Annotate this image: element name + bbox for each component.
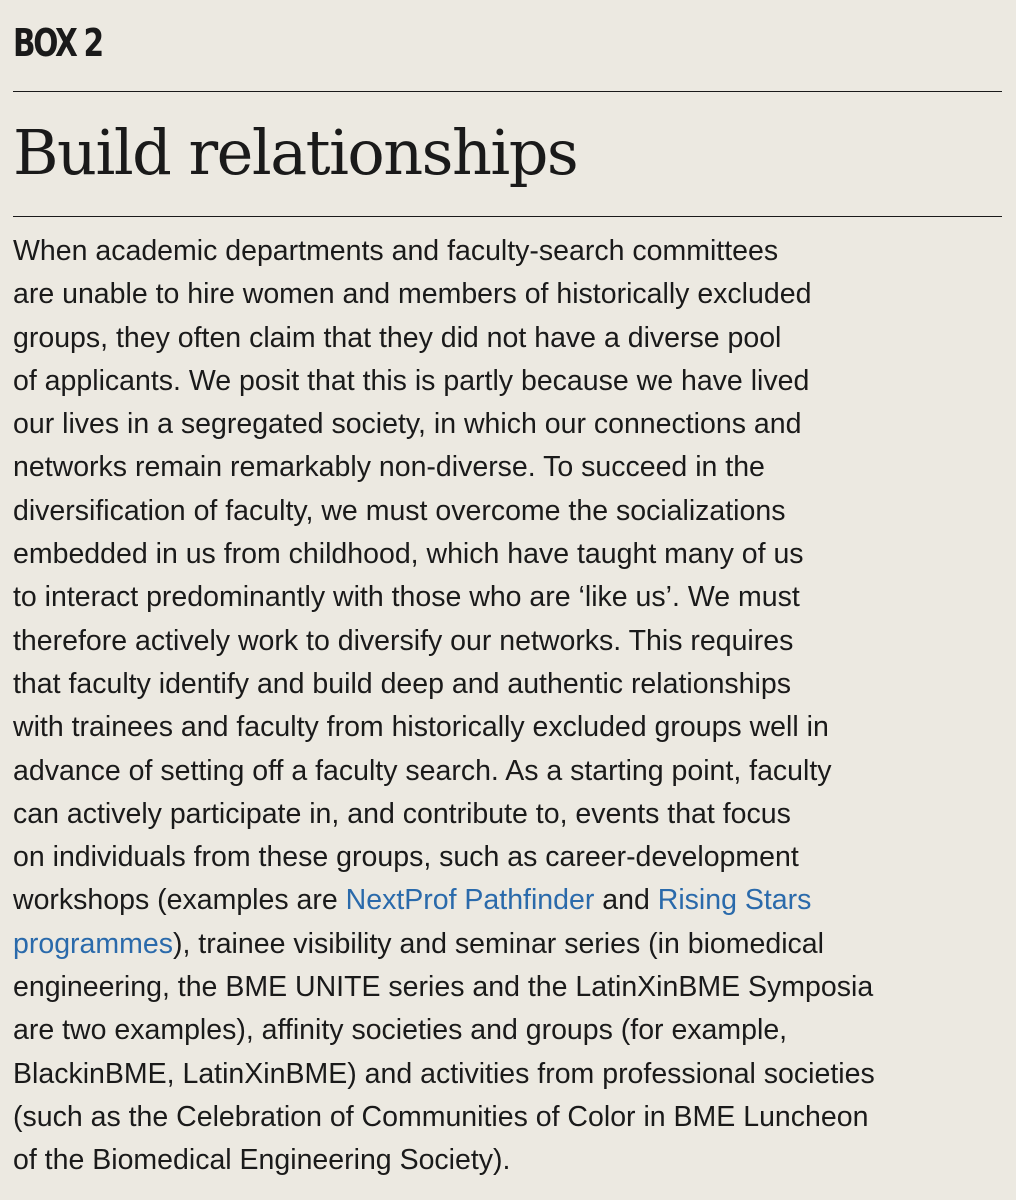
body-line: therefore actively work to diversify our networks. This requires (13, 624, 794, 657)
body-line: of the Biomedical Engineering Society). (13, 1144, 511, 1177)
body-line: BlackinBME, LatinXinBME) and activities from professional societies (13, 1057, 875, 1090)
box-label: BOX 2 (13, 21, 102, 65)
body-line: that faculty identify and build deep and authentic relationships (13, 667, 791, 700)
body-line: on individuals from these groups, such as career-development (13, 841, 799, 874)
rising-stars-link[interactable]: Rising Stars (657, 884, 812, 917)
body-text-segment: workshops (examples are (13, 884, 346, 917)
body-line: diversification of faculty, we must overcome the socializations (13, 494, 786, 527)
body-line: of applicants. We posit that this is partly because we have lived (13, 364, 810, 397)
body-line: with trainees and faculty from historically excluded groups well in (13, 711, 829, 744)
body-line (13, 879, 1002, 922)
rising-stars-link-continued[interactable]: programmes (13, 927, 173, 960)
body-line: engineering, the BME UNITE series and the LatinXinBME Symposia (13, 971, 874, 1004)
body-line: (such as the Celebration of Communities of Color in BME Luncheon (13, 1100, 869, 1133)
body-line: are two examples), affinity societies and groups (for example, (13, 1014, 788, 1047)
box-title: Build relationships (13, 116, 578, 189)
title-divider (13, 216, 1002, 217)
body-line: our lives in a segregated society, in which our connections and (13, 408, 802, 441)
box-body-text (13, 230, 1002, 1183)
body-text-segment: and (594, 884, 658, 917)
body-line: are unable to hire women and members of historically excluded (13, 278, 812, 311)
body-text-segment: ), trainee visibility and seminar series (in biomedical (172, 927, 824, 960)
body-line: can actively participate in, and contribute to, events that focus (13, 797, 791, 830)
body-line: When academic departments and faculty-search committees (13, 235, 779, 267)
body-line: advance of setting off a faculty search. As a starting point, faculty (13, 754, 832, 787)
body-line: to interact predominantly with those who are ‘like us’. We must (13, 581, 800, 614)
top-divider (13, 91, 1002, 92)
nextprof-pathfinder-link[interactable]: NextProf Pathfinder (345, 884, 595, 917)
body-line: groups, they often claim that they did not have a diverse pool (13, 321, 782, 354)
body-line (13, 923, 1002, 966)
body-line: embedded in us from childhood, which have taught many of us (13, 538, 804, 571)
body-line: networks remain remarkably non-diverse. To succeed in the (13, 451, 765, 484)
